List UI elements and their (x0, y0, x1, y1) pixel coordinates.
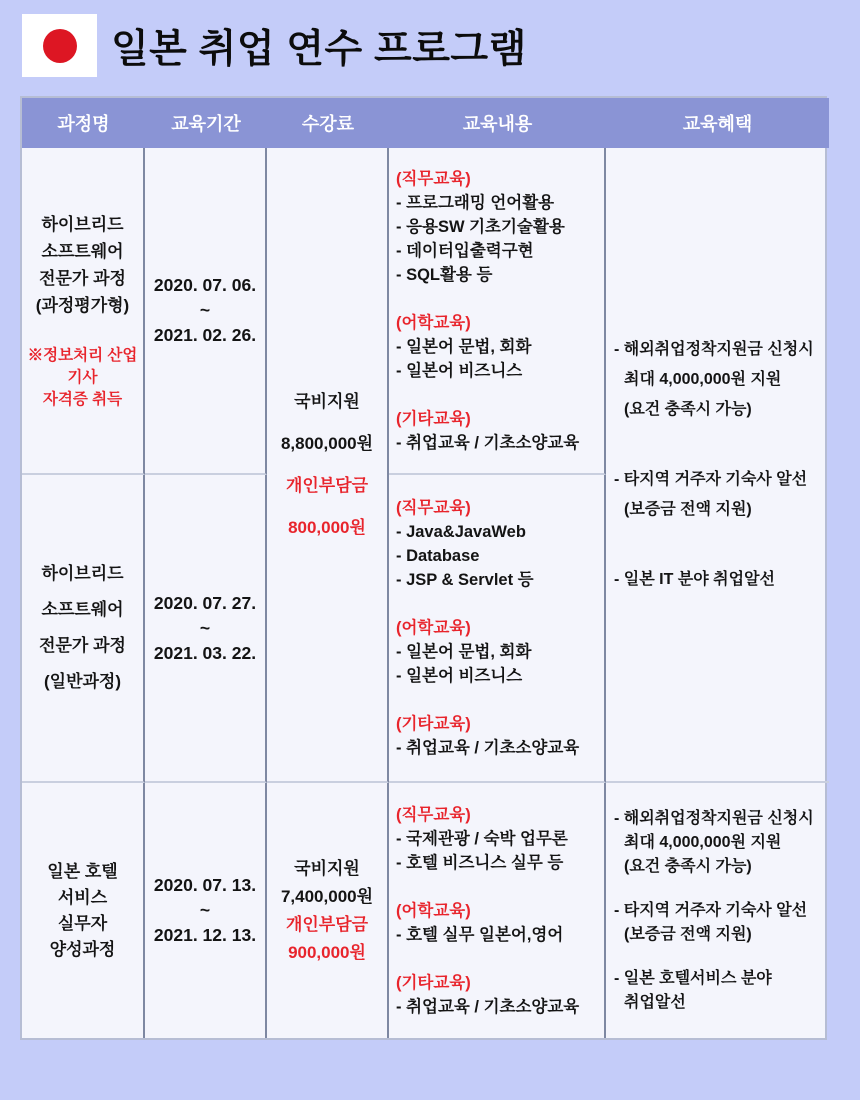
content-item: - Database (396, 547, 480, 565)
course3-name (47, 859, 117, 963)
content-item: - 응용SW 기초기술활용 (396, 217, 565, 236)
content-group-job (396, 803, 568, 875)
course2-name-line: (일반과정) (43, 672, 121, 691)
fee-gov-label: 국비지원 (294, 858, 360, 878)
benefit-hybrid-cell (606, 148, 829, 783)
content-group-etc (396, 712, 579, 760)
fee-self-label: 개인부담금 (285, 914, 369, 934)
period-start: 2020. 07. 13. (153, 875, 257, 895)
note-line: ※정보처리 산업기사 (27, 346, 138, 386)
course1-certificate-note (27, 345, 139, 411)
content-group-job (396, 167, 565, 287)
content-item: - 일본어 비즈니스 (396, 667, 523, 685)
content-group-language (396, 616, 531, 688)
column-header-benefit: 교육혜택 (606, 98, 829, 148)
course1-period-cell (145, 148, 267, 475)
period-tilde: ~ (199, 617, 211, 638)
benefit-line: (요건 충족시 가능) (624, 857, 752, 875)
content-item: - 데이터입출력구현 (396, 241, 534, 260)
content-item: - 일본어 문법, 회화 (396, 643, 532, 661)
period-end: 2021. 12. 13. (153, 925, 257, 945)
content-group-title: (어학교육) (396, 619, 471, 637)
course2-name (39, 556, 126, 700)
content-group-title: (기타교육) (396, 409, 471, 428)
course1-name (36, 211, 129, 319)
fee-self-amount: 900,000원 (288, 942, 366, 962)
benefit-line: - 타지역 거주자 기숙사 알선 (614, 470, 808, 488)
content-item: - 일본어 비즈니스 (396, 361, 523, 380)
content-item: - SQL활용 등 (396, 265, 493, 284)
content-item: - 일본어 문법, 회화 (396, 337, 532, 356)
course2-name-cell (22, 475, 145, 783)
benefit-line: - 일본 호텔서비스 분야 (614, 969, 772, 987)
benefit-line: 최대 4,000,000원 지원 (624, 370, 782, 388)
content-group-title: (어학교육) (396, 901, 471, 920)
benefit-group (614, 807, 814, 879)
fee-gov-amount: 7,400,000원 (280, 886, 374, 906)
page-title: 일본 취업 연수 프로그램 (111, 27, 527, 71)
course3-name-line: 일본 호텔 (47, 861, 118, 881)
course1-content-cell (389, 148, 606, 475)
content-group-language (396, 311, 531, 383)
content-item: - 취업교육 / 기초소양교육 (396, 997, 580, 1016)
benefit-group (614, 899, 807, 947)
column-header-course-name: 과정명 (22, 98, 145, 148)
content-group-job (396, 496, 534, 592)
program-table (20, 96, 827, 1040)
course2-name-line: 전문가 과정 (39, 636, 126, 655)
fee-hybrid-cell (267, 148, 389, 783)
content-item: - JSP & Servlet 등 (396, 571, 534, 589)
course3-period-cell (145, 783, 267, 1038)
course2-content-cell (389, 475, 606, 783)
content-item: - 취업교육 / 기초소양교육 (396, 739, 580, 757)
benefit-line: - 해외취업정착지원금 신청시 (614, 809, 814, 827)
period-tilde: ~ (199, 300, 211, 320)
content-group-title: (기타교육) (396, 973, 471, 992)
course3-name-line: 양성과정 (49, 939, 116, 959)
benefit-line: - 타지역 거주자 기숙사 알선 (614, 901, 808, 919)
course2-name-line: 하이브리드 (41, 564, 124, 583)
course1-name-line: 소프트웨어 (41, 241, 124, 261)
course1-name-line: 전문가 과정 (39, 268, 126, 288)
content-item: - 호텔 비즈니스 실무 등 (396, 853, 564, 872)
fee-self-label: 개인부담금 (285, 475, 369, 495)
note-line: 자격증 취득 (42, 390, 123, 408)
benefit-group (614, 465, 807, 525)
content-item: - Java&JavaWeb (396, 523, 526, 541)
content-group-title: (어학교육) (396, 313, 471, 332)
column-header-content: 교육내용 (389, 98, 606, 148)
course1-name-cell (22, 148, 145, 475)
course2-name-line: 소프트웨어 (41, 600, 124, 619)
benefit-group (614, 335, 814, 425)
benefit-line: - 일본 IT 분야 취업알선 (614, 570, 775, 588)
course3-name-line: 실무자 (57, 913, 108, 933)
fee-self-amount: 800,000원 (288, 517, 366, 537)
content-group-language (396, 899, 563, 947)
fee-hotel-cell (267, 783, 389, 1038)
course1-name-line: 하이브리드 (41, 214, 124, 234)
flag-red-circle (43, 29, 77, 63)
benefit-line: - 해외취업정착지원금 신청시 (614, 340, 814, 358)
content-group-etc (396, 407, 579, 455)
content-group-title: (직무교육) (396, 169, 471, 188)
period-tilde: ~ (199, 900, 211, 920)
content-group-etc (396, 971, 579, 1019)
column-header-period: 교육기간 (145, 98, 267, 148)
period-start: 2020. 07. 06. (153, 275, 257, 295)
course1-name-line: (과정평가형) (35, 295, 130, 315)
content-item: - 호텔 실무 일본어,영어 (396, 925, 564, 944)
benefit-hotel-cell (606, 783, 829, 1038)
page-header (22, 14, 527, 77)
benefit-line: (보증금 전액 지원) (624, 925, 752, 943)
content-group-title: (기타교육) (396, 715, 471, 733)
column-header-fee: 수강료 (267, 98, 389, 148)
fee-gov-label: 국비지원 (294, 391, 360, 411)
period-end: 2021. 02. 26. (153, 325, 257, 345)
course3-name-cell (22, 783, 145, 1038)
benefit-line: 최대 4,000,000원 지원 (624, 833, 782, 851)
period-start: 2020. 07. 27. (153, 592, 257, 613)
period-end: 2021. 03. 22. (153, 642, 257, 663)
benefit-line: (요건 충족시 가능) (624, 400, 752, 418)
content-item: - 프로그래밍 언어활용 (396, 193, 555, 212)
content-item: - 국제관광 / 숙박 업무론 (396, 829, 568, 848)
content-group-title: (직무교육) (396, 805, 471, 824)
fee-gov-amount: 8,800,000원 (280, 433, 374, 453)
benefit-line: 취업알선 (624, 993, 686, 1011)
content-item: - 취업교육 / 기초소양교육 (396, 433, 580, 452)
japan-flag-icon (22, 14, 97, 77)
benefit-group (614, 967, 772, 1015)
course3-content-cell (389, 783, 606, 1038)
course3-name-line: 서비스 (57, 887, 108, 907)
benefit-group (614, 565, 775, 595)
benefit-line: (보증금 전액 지원) (624, 500, 752, 518)
course2-period-cell (145, 475, 267, 783)
content-group-title: (직무교육) (396, 499, 471, 517)
